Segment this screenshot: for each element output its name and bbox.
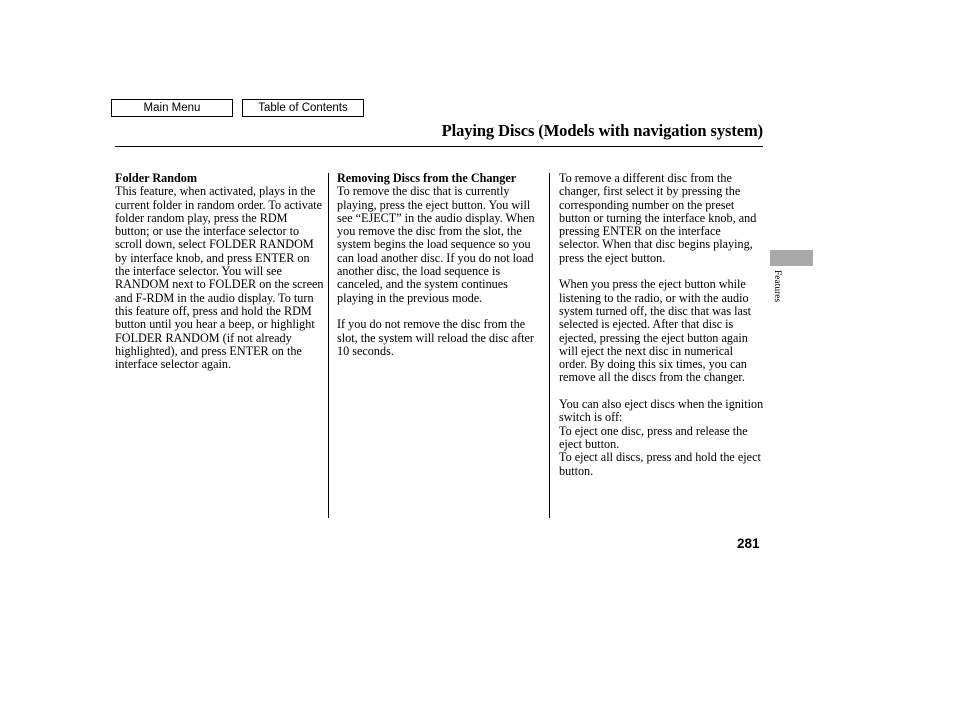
table-of-contents-button[interactable]: Table of Contents <box>242 99 364 117</box>
body-paragraph: You can also eject discs when the ignition switch is off: <box>559 397 764 425</box>
column-divider <box>549 173 550 518</box>
column-folder-random <box>115 172 325 385</box>
section-heading: Folder Random <box>115 171 198 185</box>
body-paragraph: To eject one disc, press and release the eject button. <box>559 423 748 451</box>
section-heading: Removing Discs from the Changer <box>337 171 517 185</box>
main-menu-button[interactable]: Main Menu <box>111 99 233 117</box>
body-paragraph: To remove a different disc from the changer, first select it by pressing the corresponding number on the preset button or turning the interface knob, and pressing ENTER on the interface selector. When that disc begins playing, press the eject button. <box>559 171 757 265</box>
column-removing-discs <box>337 172 545 371</box>
body-paragraph: When you press the eject button while listening to the radio, or with the audio system turned off, the disc that was last selected is ejected. After that disc is ejected, pressing the eject button again will eject the next disc in numerical order. By doing this six times, you can remove all the discs from the changer. <box>559 277 752 385</box>
title-rule <box>115 146 763 147</box>
page-title: Playing Discs (Models with navigation system) <box>441 121 763 140</box>
body-paragraph: To remove the disc that is currently playing, press the eject button. You will see “EJECT” in the audio display. When you remove the disc from the slot, the system begins the load sequence so you can load another disc. If you do not load another disc, the load sequence is canceled, and the system continues playing in the previous mode. <box>337 184 535 305</box>
body-paragraph: To eject all discs, press and hold the eject button. <box>559 450 761 478</box>
column-eject-instructions <box>559 172 764 478</box>
section-tab <box>770 250 813 266</box>
page-number: 281 <box>737 536 760 551</box>
column-divider <box>328 173 329 518</box>
body-paragraph: If you do not remove the disc from the slot, the system will reload the disc after 10 seconds. <box>337 317 534 358</box>
body-paragraph: This feature, when activated, plays in the current folder in random order. To activate folder random play, press the RDM button; or use the interface selector to scroll down, select FOLDER RANDOM by interface knob, and press ENTER on the interface selector. You will see RANDOM next to FOLDER on the screen and F-RDM in the audio display. To turn this feature off, press and hold the RDM button until you hear a beep, or highlight FOLDER RANDOM (if not already highlighted), and press ENTER on the interface selector again. <box>115 184 324 372</box>
section-tab-label: Features <box>772 270 782 303</box>
